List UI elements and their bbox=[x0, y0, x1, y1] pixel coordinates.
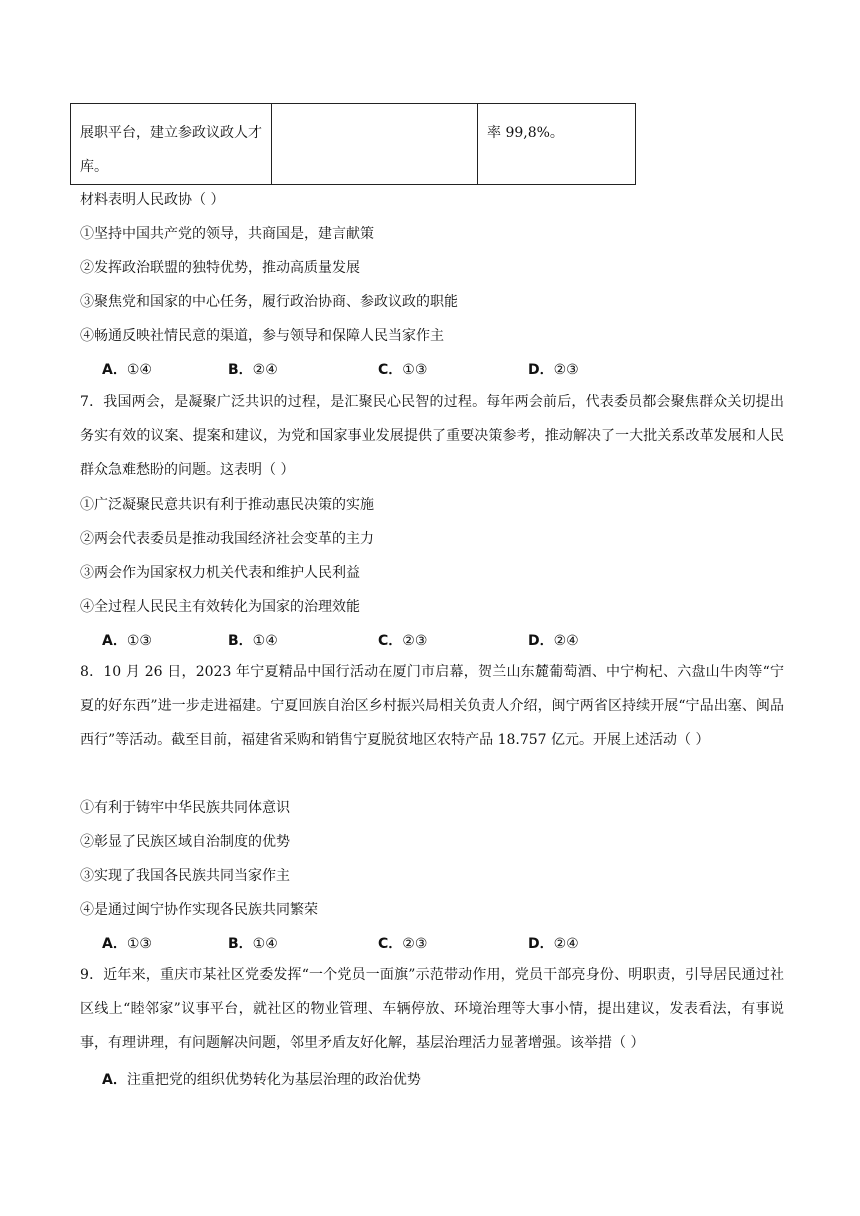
q6-stem: 材料表明人民政协（ ） bbox=[80, 192, 225, 208]
q8-stem: 8．10 月 26 日，2023 年宁夏精品中国行活动在厦门市启幕，贺兰山东麓葡萄酒、中宁枸杞、六盘山牛肉等“宁夏的好东西”进一步走进福建。宁夏回族自治区乡村振兴局相关负责人介绍，闽宁两省区持续开展“宁品出塞、闽品西行”等活动。截至目前，福建省采购和销售宁夏脱贫地区农特产品 18.757 亿元。开展上述活动（ ） bbox=[80, 664, 784, 748]
q6-statement-3: ③聚焦党和国家的中心任务，履行政治协商、参政议政的职能 bbox=[80, 294, 458, 310]
q7-statement-1: ①广泛凝聚民意共识有利于推动惠民决策的实施 bbox=[80, 497, 374, 513]
q7-option-d[interactable]: D．②④ bbox=[528, 633, 579, 649]
q8-statement-2: ②彰显了民族区域自治制度的优势 bbox=[80, 834, 290, 850]
q8-statement-4: ④是通过闽宁协作实现各民族共同繁荣 bbox=[80, 902, 318, 918]
q6-statement-2: ②发挥政治联盟的独特优势，推动高质量发展 bbox=[80, 260, 360, 276]
q6-option-d[interactable]: D．②③ bbox=[528, 362, 579, 378]
q8-statement-1: ①有利于铸牢中华民族共同体意识 bbox=[80, 800, 290, 816]
q7-statement-2: ②两会代表委员是推动我国经济社会变革的主力 bbox=[80, 531, 374, 547]
q8-option-a[interactable]: A．①③ bbox=[102, 936, 152, 952]
q7-statement-3: ③两会作为国家权力机关代表和维护人民利益 bbox=[80, 565, 360, 581]
q7-option-b[interactable]: B．①④ bbox=[228, 633, 278, 649]
q9-stem: 9．近年来，重庆市某社区党委发挥“一个党员一面旗”示范带动作用，党员干部亮身份、明职责，引导居民通过社区线上“睦邻家”议事平台，就社区的物业管理、车辆停放、环境治理等大事小情，提出建议，发表看法，有事说事，有理讲理，有问题解决问题，邻里矛盾友好化解，基层治理活力显著增强。该举措（ ） bbox=[80, 967, 784, 1051]
q8-option-b[interactable]: B．①④ bbox=[228, 936, 278, 952]
q7-stem: 7．我国两会，是凝聚广泛共识的过程，是汇聚民心民智的过程。每年两会前后，代表委员都会聚焦群众关切提出务实有效的议案、提案和建议，为党和国家事业发展提供了重要决策参考，推动解决了一大批关系改革发展和人民群众急难愁盼的问题。这表明（ ） bbox=[80, 394, 784, 478]
q7-option-a[interactable]: A．①③ bbox=[102, 633, 152, 649]
q7-statement-4: ④全过程人民民主有效转化为国家的治理效能 bbox=[80, 599, 360, 615]
table-cell: 率 99,8%。 bbox=[478, 104, 636, 185]
material-table-fragment bbox=[70, 103, 636, 185]
q6-statement-1: ①坚持中国共产党的领导，共商国是，建言献策 bbox=[80, 226, 374, 242]
q7-option-c[interactable]: C．②③ bbox=[378, 633, 428, 649]
q8-option-c[interactable]: C．②③ bbox=[378, 936, 428, 952]
q8-option-d[interactable]: D．②④ bbox=[528, 936, 579, 952]
q8-statement-3: ③实现了我国各民族共同当家作主 bbox=[80, 868, 290, 884]
q6-option-a[interactable]: A．①④ bbox=[102, 362, 152, 378]
table-cell bbox=[272, 104, 478, 185]
q6-option-b[interactable]: B．②④ bbox=[228, 362, 278, 378]
q9-option-a[interactable]: A．注重把党的组织优势转化为基层治理的政治优势 bbox=[102, 1072, 421, 1088]
table-row bbox=[71, 104, 636, 185]
q6-statement-4: ④畅通反映社情民意的渠道，参与领导和保障人民当家作主 bbox=[80, 328, 444, 344]
q6-option-c[interactable]: C．①③ bbox=[378, 362, 428, 378]
table-cell: 展职平台，建立参政议政人才库。 bbox=[71, 104, 272, 185]
